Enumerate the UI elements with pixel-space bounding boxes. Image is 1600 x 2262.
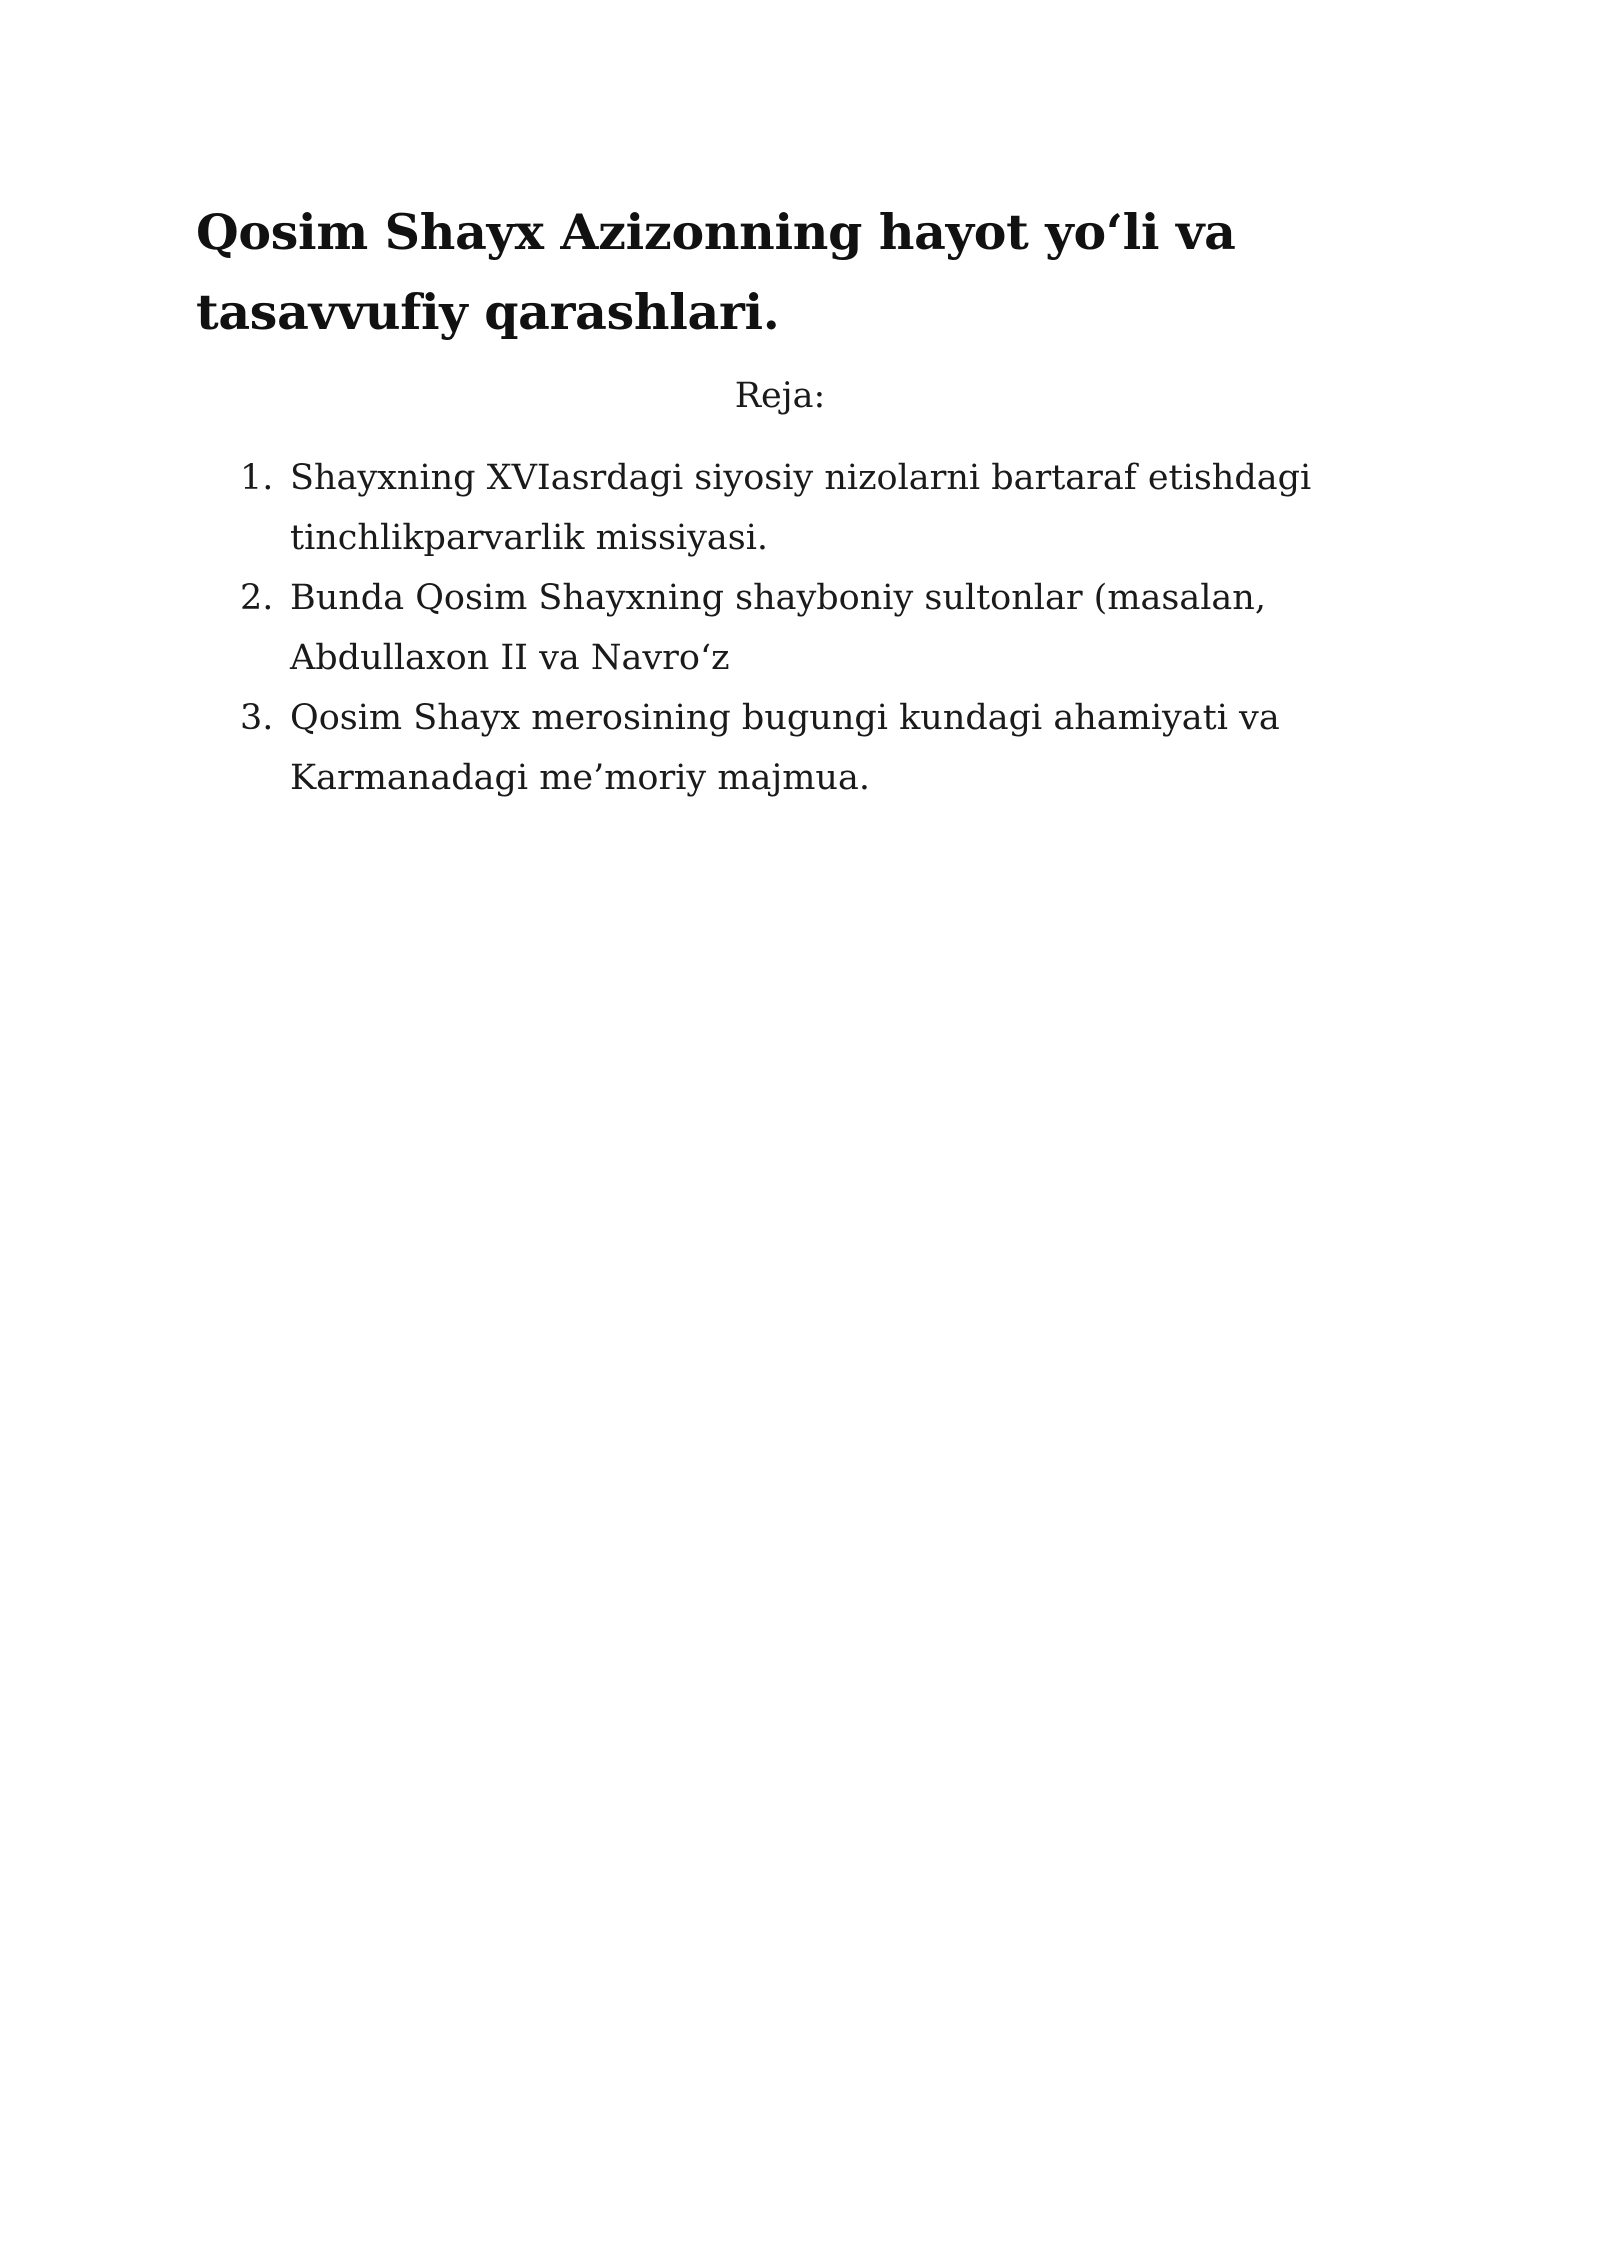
list-item xyxy=(240,448,1410,568)
list-item-number: 2. xyxy=(240,578,274,618)
plan-list xyxy=(240,448,1410,808)
list-item-text: Bunda Qosim Shayxning shayboniy sultonlar (masalan, Abdullaxon II va Navro‘z xyxy=(290,578,1266,678)
list-item xyxy=(240,688,1410,808)
list-item-text: Qosim Shayx merosining bugungi kundagi ahamiyati va Karmanadagi me’moriy majmua. xyxy=(290,698,1280,798)
plan-heading: Reja: xyxy=(734,376,826,416)
list-item-number: 1. xyxy=(240,458,274,498)
document-title: Qosim Shayx Azizonning hayot yo‘li va tasavvufiy qarashlari. xyxy=(196,203,1236,341)
list-item-text: Shayxning XVIasrdagi siyosiy nizolarni bartaraf etishdagi tinchlikparvarlik missiyasi. xyxy=(290,458,1312,558)
list-item-number: 3. xyxy=(240,698,274,738)
list-item xyxy=(240,568,1410,688)
